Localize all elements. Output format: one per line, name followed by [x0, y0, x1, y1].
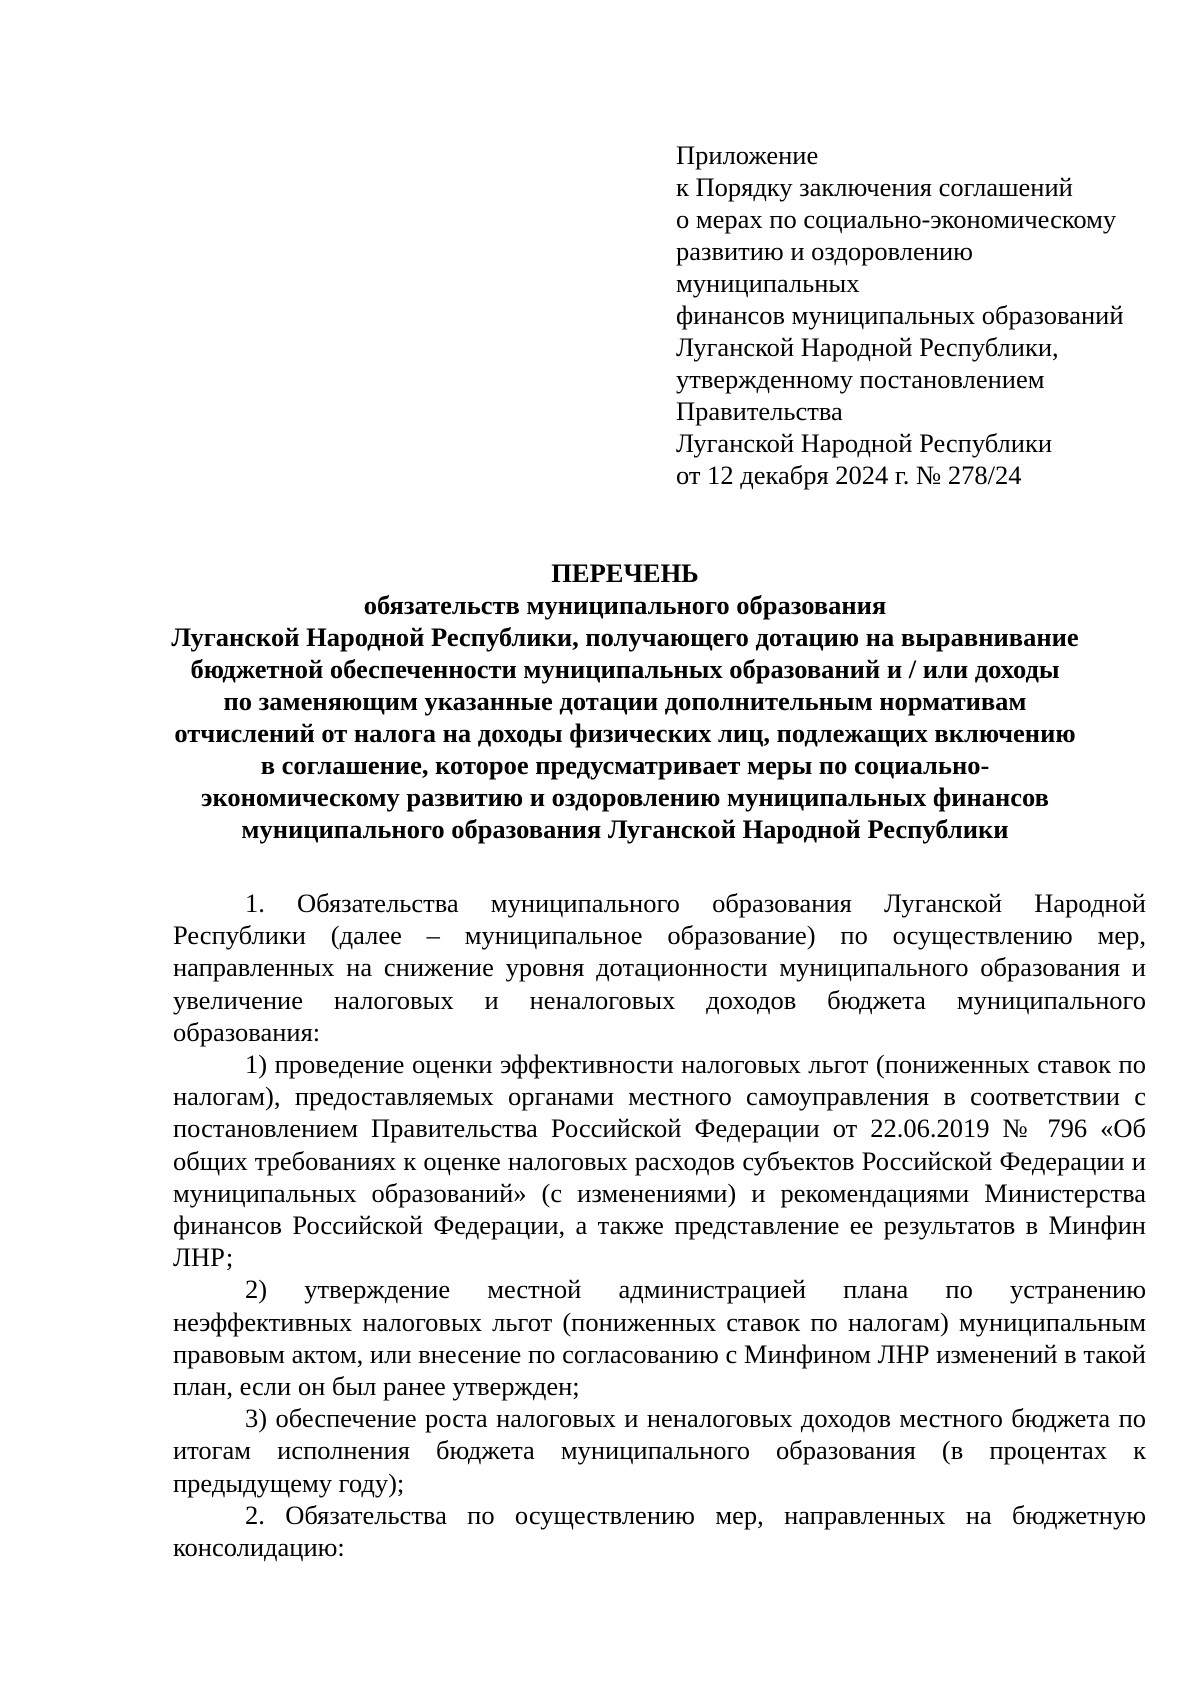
appendix-block	[676, 139, 1176, 491]
paragraph-subitem-3: 3) обеспечение роста налоговых и неналоговых доходов местного бюджета по итогам исполнения бюджета муниципального образования (в процентах к предыдущему году);	[173, 1403, 1146, 1498]
appendix-line: к Порядку заключения соглашений	[676, 172, 1073, 202]
appendix-line: муниципальных	[676, 268, 860, 298]
appendix-line: о мерах по социально-экономическому	[676, 204, 1117, 234]
paragraph-subitem-2: 2) утверждение местной администрацией плана по устранению неэффективных налоговых льгот (пониженных ставок по налогам) муниципальным правовым актом, или внесение по согласованию с Минфином ЛНР изменений в такой план, если он был ранее утвержден;	[173, 1274, 1146, 1402]
paragraph-item-1: 1. Обязательства муниципального образования Луганской Народной Республики (далее – муниципальное образование) по осуществлению мер, направленных на снижение уровня дотационности муниципального образования и увеличение налоговых и неналоговых доходов бюджета муниципального образования:	[173, 888, 1146, 1047]
title-line: отчислений от налога на доходы физических лиц, подлежащих включению	[174, 718, 1076, 748]
title-line: Луганской Народной Республики, получающего дотацию на выравнивание	[171, 622, 1079, 652]
appendix-line: утвержденному постановлением	[676, 364, 1045, 394]
paragraph-subitem-1: 1) проведение оценки эффективности налоговых льгот (пониженных ставок по налогам), предоставляемых органами местного самоуправления в соответствии с постановлением Правительства Российской Федерации от 22.06.2019 № 796 «Об общих требованиях к оценке налоговых расходов субъектов Российской Федерации и муниципальных образований» (с изменениями) и рекомендациями Министерства финансов Российской Федерации, а также представление ее результатов в Минфин ЛНР;	[173, 1049, 1146, 1273]
title-heading: ПЕРЕЧЕНЬ	[551, 558, 699, 588]
title-line: в соглашение, которое предусматривает меры по социально-	[260, 750, 990, 780]
title-line: бюджетной обеспеченности муниципальных образований и / или доходы	[190, 654, 1060, 684]
appendix-line: Луганской Народной Республики,	[676, 332, 1059, 362]
appendix-line: финансов муниципальных образований	[676, 300, 1124, 330]
title-line: экономическому развитию и оздоровлению муниципальных финансов	[201, 782, 1049, 812]
document-body	[173, 887, 1146, 1563]
document-title	[150, 557, 1100, 845]
appendix-line: развитию и оздоровлению	[676, 236, 973, 266]
title-line: обязательств муниципального образования	[363, 590, 887, 620]
appendix-line: Луганской Народной Республики	[676, 428, 1053, 458]
appendix-line: Правительства	[676, 396, 843, 426]
paragraph-item-2: 2. Обязательства по осуществлению мер, направленных на бюджетную консолидацию:	[173, 1499, 1146, 1563]
appendix-line: Приложение	[676, 140, 819, 170]
appendix-date-line: от 12 декабря 2024 г. № 278/24	[676, 460, 1022, 490]
title-line: по заменяющим указанные дотации дополнительным нормативам	[223, 686, 1027, 716]
title-line: муниципального образования Луганской Народной Республики	[241, 814, 1009, 844]
